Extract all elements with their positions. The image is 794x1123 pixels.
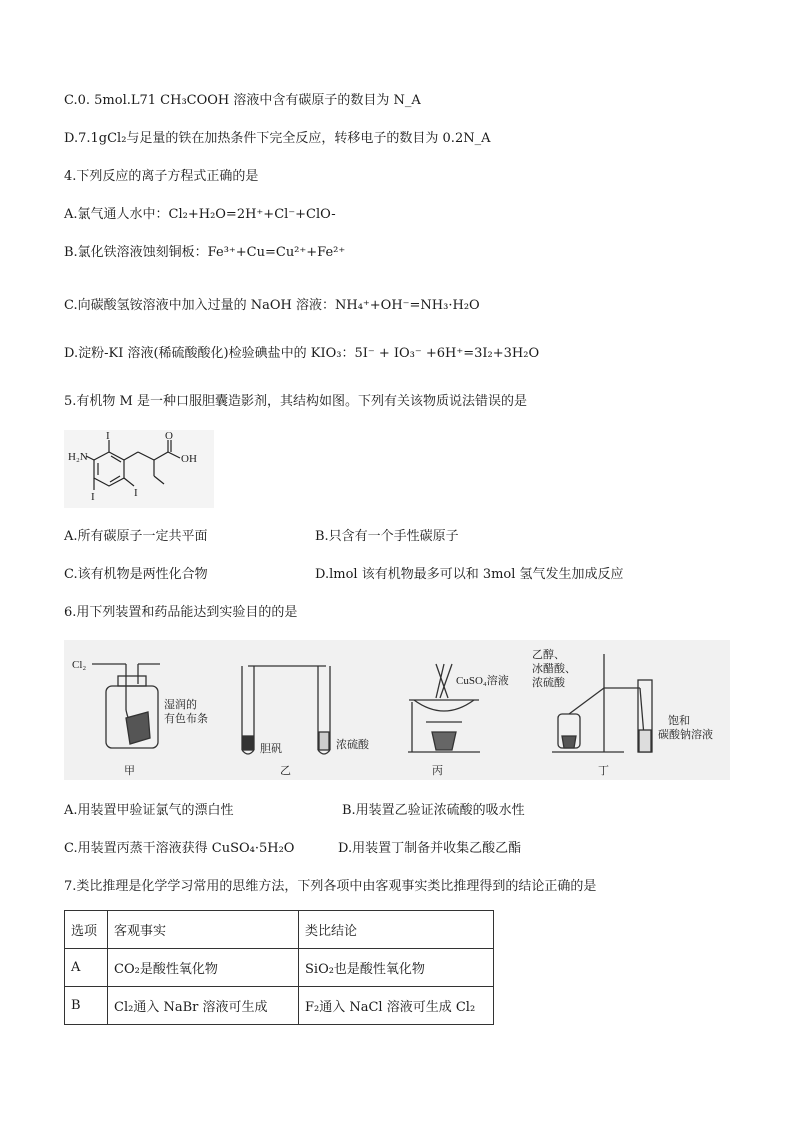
table-cell: A xyxy=(65,949,108,987)
apparatus-figure xyxy=(64,640,730,780)
table-row xyxy=(65,987,494,1025)
label-cuso4: CuSO₄溶液 xyxy=(456,675,509,687)
label-h2so4: 浓硫酸 xyxy=(532,677,565,689)
q4-option-a: A.氯气通人水中：Cl₂+H₂O=2H⁺+Cl⁻+ClO- xyxy=(64,207,336,222)
mol-label-hydroxyl: OH xyxy=(181,453,197,465)
q4-stem: 4.下列反应的离子方程式正确的是 xyxy=(64,169,259,184)
mol-label-iodine-3: I xyxy=(134,487,138,499)
label-danfan: 胆矾 xyxy=(260,743,282,755)
table-header-cell: 选项 xyxy=(65,911,108,949)
label-wet-2: 有色布条 xyxy=(164,713,208,725)
mol-label-oxygen: O xyxy=(165,430,173,442)
label-yi: 乙 xyxy=(280,765,291,777)
q3-option-d: D.7.1gCl₂与足量的铁在加热条件下完全反应，转移电子的数目为 0.2N_A xyxy=(64,131,491,146)
mol-label-iodine-1: I xyxy=(106,430,110,442)
q6-stem: 6.用下列装置和药品能达到实验目的的是 xyxy=(64,605,298,620)
q5-option-b: B.只含有一个手性碳原子 xyxy=(315,529,459,544)
table-header-cell: 客观事实 xyxy=(108,911,299,949)
q3-option-c: C.0. 5mol.L71 CH₃COOH 溶液中含有碳原子的数目为 N_A xyxy=(64,93,421,108)
q4-option-c: C.向碳酸氢铵溶液中加入过量的 NaOH 溶液：NH₄⁺+OH⁻=NH₃·H₂O xyxy=(64,298,480,313)
table-header-row xyxy=(65,911,494,949)
table-cell: Cl₂通入 NaBr 溶液可生成 xyxy=(108,987,299,1025)
label-nongliusuan: 浓硫酸 xyxy=(336,739,369,751)
q6-option-d: D.用装置丁制备并收集乙酸乙酯 xyxy=(338,841,522,856)
table-row xyxy=(65,949,494,987)
q5-option-d: D.lmol 该有机物最多可以和 3mol 氢气发生加成反应 xyxy=(315,567,624,582)
analogy-table xyxy=(64,910,494,1025)
table-header-cell: 类比结论 xyxy=(299,911,494,949)
q6-option-a: A.用装置甲验证氯气的漂白性 xyxy=(64,803,234,818)
table-cell: B xyxy=(65,987,108,1025)
label-wet-1: 湿润的 xyxy=(164,699,197,711)
q5-option-a: A.所有碳原子一定共平面 xyxy=(64,529,208,544)
label-ethanol: 乙醇、 xyxy=(532,649,565,661)
table-cell: SiO₂也是酸性氧化物 xyxy=(299,949,494,987)
molecule-structure xyxy=(64,430,214,508)
label-baohe: 饱和 xyxy=(668,715,690,727)
q5-stem: 5.有机物 M 是一种口服胆囊造影剂，其结构如图。下列有关该物质说法错误的是 xyxy=(64,394,527,409)
label-cl2: Cl₂ xyxy=(72,659,87,671)
molecule-diagram xyxy=(64,430,214,508)
q6-option-c: C.用装置丙蒸干溶液获得 CuSO₄·5H₂O xyxy=(64,841,295,856)
mol-label-amine: H₂N xyxy=(68,451,88,463)
mol-label-iodine-2: I xyxy=(91,491,95,503)
table-cell: CO₂是酸性氧化物 xyxy=(108,949,299,987)
q4-option-b: B.氯化铁溶液蚀刻铜板：Fe³⁺+Cu=Cu²⁺+Fe²⁺ xyxy=(64,245,346,260)
label-na2co3: 碳酸钠溶液 xyxy=(658,729,713,741)
label-jia: 甲 xyxy=(124,765,135,777)
q5-option-c: C.该有机物是两性化合物 xyxy=(64,567,208,582)
q7-stem: 7.类比推理是化学学习常用的思维方法，下列各项中由客观事实类比推理得到的结论正确的是 xyxy=(64,879,597,894)
label-acetic: 冰醋酸、 xyxy=(532,663,576,675)
label-bing: 丙 xyxy=(432,765,443,777)
q6-option-b: B.用装置乙验证浓硫酸的吸水性 xyxy=(342,803,525,818)
label-ding: 丁 xyxy=(598,765,609,777)
q4-option-d: D.淀粉-KI 溶液(稀硫酸酸化)检验碘盐中的 KIO₃：5I⁻ + IO₃⁻ +6H⁺=3I₂+3H₂O xyxy=(64,346,540,361)
table-cell: F₂通入 NaCl 溶液可生成 Cl₂ xyxy=(299,987,494,1025)
apparatus-drawing xyxy=(64,640,730,780)
